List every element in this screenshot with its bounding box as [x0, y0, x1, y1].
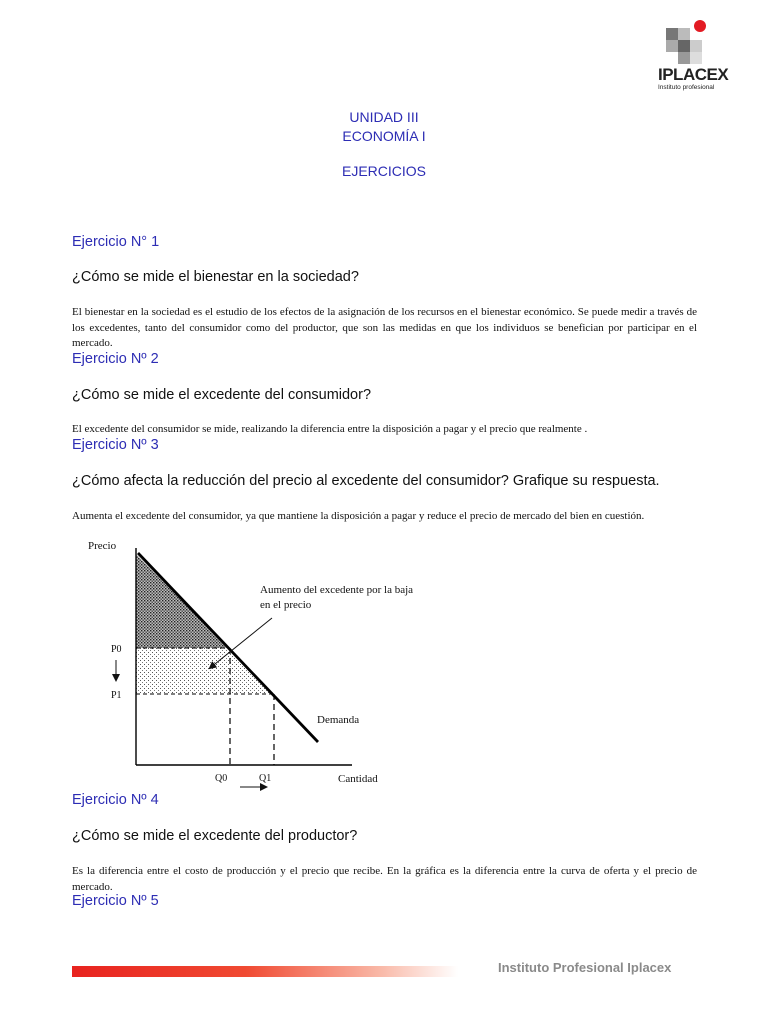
subject-heading: ECONOMÍA I [342, 128, 426, 144]
exercise-question: ¿Cómo afecta la reducción del precio al excedente del consumidor? Grafique su respuesta. [72, 473, 660, 489]
section-heading: EJERCICIOS [341, 163, 426, 179]
exercise-question: ¿Cómo se mide el bienestar en la sociedad? [72, 269, 359, 285]
exercise-title: Ejercicio Nº 5 [72, 893, 159, 909]
unit-heading: UNIDAD III [349, 109, 419, 125]
exercise-answer: Aumenta el excedente del consumidor, ya que mantiene la disposición a pagar y reduce el precio de mercado del bien en cuestión. [72, 510, 645, 522]
q0-label: Q0 [215, 773, 228, 784]
exercise-answer: Es la diferencia entre el costo de producción y el precio que recibe. En la gráfica es la diferencia entre la curva de oferta y el precio de mercado. [72, 865, 697, 893]
footer-bar [72, 966, 458, 977]
exercise-question: ¿Cómo se mide el excedente del consumidor? [72, 387, 372, 403]
footer-text: Instituto Profesional Iplacex [498, 960, 672, 975]
exercise-title: Ejercicio Nº 2 [72, 351, 159, 367]
exercise-question: ¿Cómo se mide el excedente del productor? [72, 828, 358, 844]
q1-label: Q1 [259, 773, 272, 784]
logo-brand: IPLACEX [658, 65, 729, 84]
exercise-title: Ejercicio Nº 4 [72, 792, 159, 808]
p1-label: P1 [111, 690, 122, 701]
logo-subtitle: Instituto profesional [658, 84, 715, 91]
demand-label: Demanda [317, 714, 360, 726]
p0-label: P0 [111, 644, 122, 655]
surplus-increase-area [136, 648, 274, 694]
x-axis-label: Cantidad [338, 773, 378, 785]
exercise-answer: El excedente del consumidor se mide, realizando la diferencia entre la disposición a pagar y el precio que realmente . [72, 423, 588, 435]
exercise-answer: El bienestar en la sociedad es el estudio de los efectos de la asignación de los recursos en el bienestar económico. Se puede medir a través de los excedentes, tanto del consumidor como del productor, que son las medidas en que los individuos se benefician por participar en el mercado. [72, 306, 697, 349]
exercise-title: Ejercicio Nº 3 [72, 437, 159, 453]
figure-annotation: Aumento del excedente por la baja en el precio [260, 584, 414, 611]
exercise-title: Ejercicio N° 1 [72, 234, 160, 250]
y-axis-label: Precio [88, 540, 117, 552]
